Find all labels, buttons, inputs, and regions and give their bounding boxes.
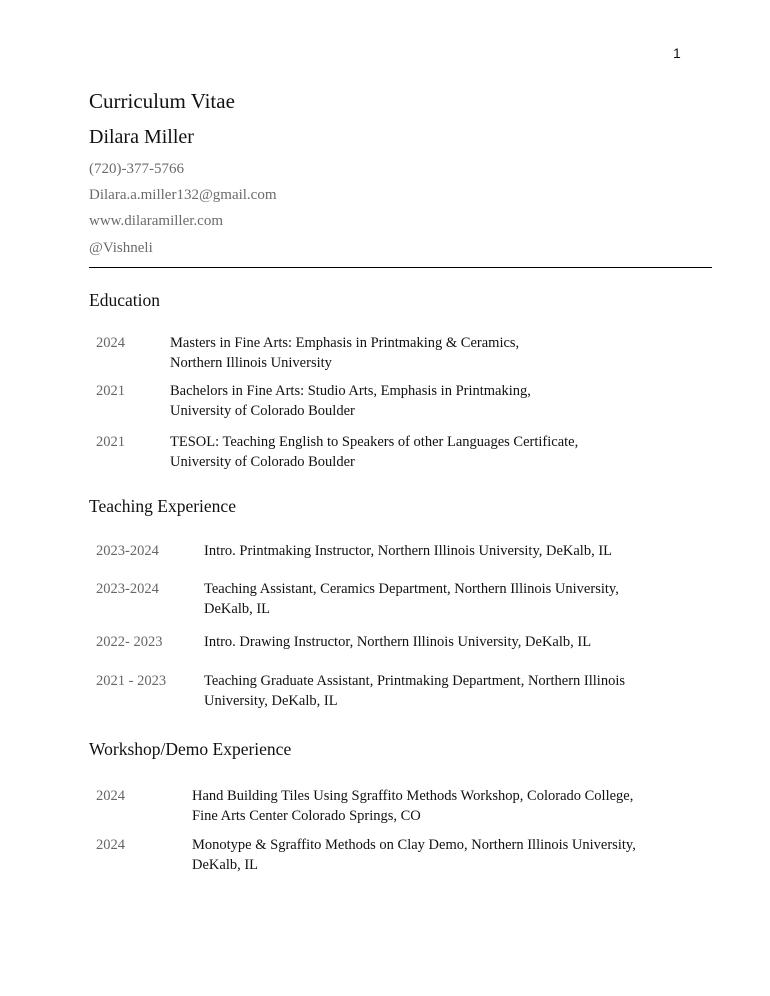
contact-handle: @Vishneli <box>89 240 153 256</box>
education-line-1: Masters in Fine Arts: Emphasis in Printmaking & Ceramics, <box>170 335 520 351</box>
person-name: Dilara Miller <box>89 126 194 148</box>
document-title: Curriculum Vitae <box>89 89 235 113</box>
teaching-heading: Teaching Experience <box>89 496 236 516</box>
teaching-years: 2021 - 2023 <box>96 673 167 689</box>
teaching-line-1: Intro. Drawing Instructor, Northern Illinois University, DeKalb, IL <box>204 634 592 650</box>
teaching-description <box>204 541 612 561</box>
education-description <box>170 432 578 472</box>
workshop-description <box>192 835 636 875</box>
teaching-years: 2023-2024 <box>96 543 159 559</box>
education-heading: Education <box>89 290 160 310</box>
workshop-line-2: DeKalb, IL <box>192 857 259 873</box>
workshop-year: 2024 <box>96 788 125 804</box>
page-number: 1 <box>673 45 681 61</box>
education-line-2: Northern Illinois University <box>170 355 332 371</box>
workshop-line-1: Monotype & Sgraffito Methods on Clay Demo, Northern Illinois University, <box>192 837 636 853</box>
education-year: 2021 <box>96 383 125 399</box>
teaching-years: 2022- 2023 <box>96 634 163 650</box>
teaching-line-1: Teaching Graduate Assistant, Printmaking Department, Northern Illinois <box>204 673 626 689</box>
education-description <box>170 333 519 373</box>
teaching-line-2: DeKalb, IL <box>204 601 271 617</box>
teaching-years: 2023-2024 <box>96 581 159 597</box>
teaching-line-1: Teaching Assistant, Ceramics Department, Northern Illinois University, <box>204 581 619 597</box>
education-line-2: University of Colorado Boulder <box>170 403 355 419</box>
education-year: 2021 <box>96 434 125 450</box>
teaching-description <box>204 671 625 711</box>
workshop-line-2: Fine Arts Center Colorado Springs, CO <box>192 808 421 824</box>
teaching-description <box>204 632 591 652</box>
teaching-line-1: Intro. Printmaking Instructor, Northern Illinois University, DeKalb, IL <box>204 543 613 559</box>
contact-website: www.dilaramiller.com <box>89 213 223 229</box>
education-line-1: Bachelors in Fine Arts: Studio Arts, Emphasis in Printmaking, <box>170 383 531 399</box>
education-line-1: TESOL: Teaching English to Speakers of other Languages Certificate, <box>170 434 579 450</box>
header-divider <box>89 267 712 268</box>
education-line-2: University of Colorado Boulder <box>170 454 355 470</box>
education-description <box>170 381 531 421</box>
contact-phone: (720)-377-5766 <box>89 161 184 177</box>
teaching-description <box>204 579 619 619</box>
workshop-line-1: Hand Building Tiles Using Sgraffito Methods Workshop, Colorado College, <box>192 788 634 804</box>
education-year: 2024 <box>96 335 125 351</box>
workshop-heading: Workshop/Demo Experience <box>89 739 292 759</box>
workshop-year: 2024 <box>96 837 125 853</box>
contact-email: Dilara.a.miller132@gmail.com <box>89 187 277 203</box>
teaching-line-2: University, DeKalb, IL <box>204 693 338 709</box>
workshop-description <box>192 786 633 826</box>
